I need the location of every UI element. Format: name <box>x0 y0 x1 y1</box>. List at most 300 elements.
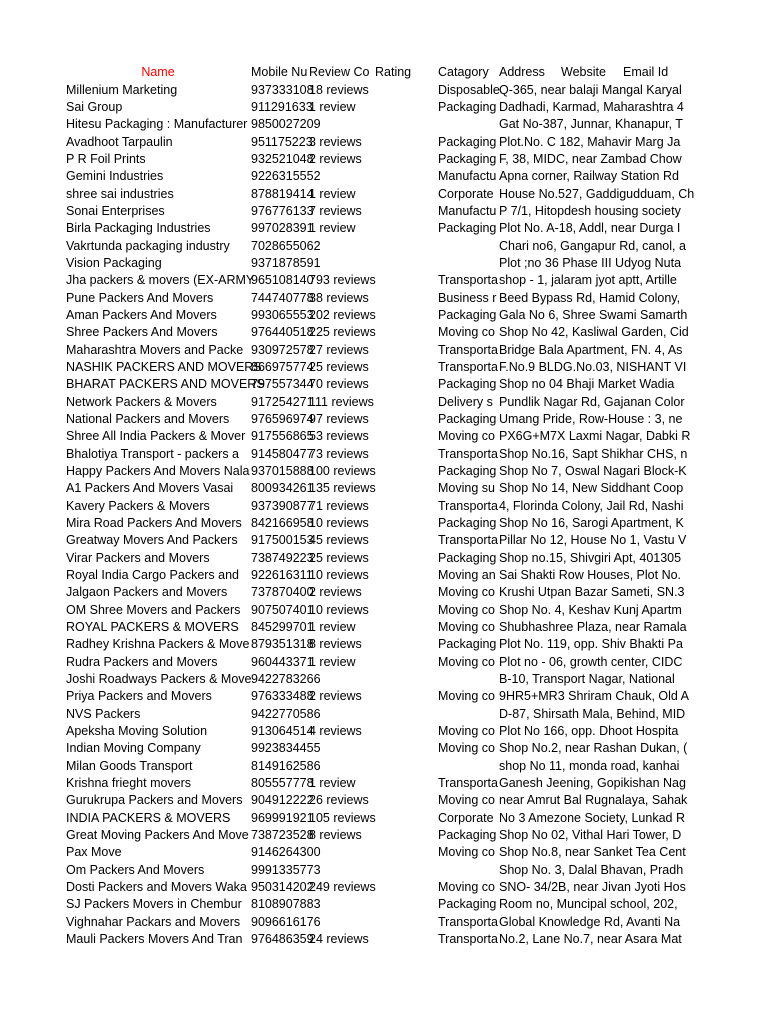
cell-name[interactable]: Shree All India Packers & Mover <box>66 429 246 444</box>
cell-address[interactable]: Shop No.16, Sapt Shikhar CHS, n <box>499 446 688 461</box>
cell-category[interactable]: Moving co <box>438 585 495 600</box>
cell-mobile[interactable]: 9146264300 <box>251 845 321 860</box>
cell-name[interactable]: Vakrtunda packaging industry <box>66 238 230 253</box>
cell-name[interactable]: Birla Packaging Industries <box>66 221 211 236</box>
cell-category[interactable]: Moving co <box>438 741 495 756</box>
cell-mobile[interactable]: 7028655062 <box>251 238 321 253</box>
cell-review[interactable]: 25 reviews <box>309 550 369 565</box>
cell-mobile[interactable]: 9096616176 <box>251 914 321 929</box>
cell-review[interactable] <box>309 116 375 133</box>
cell-mobile[interactable]: 9371878591 <box>251 255 321 270</box>
cell-address[interactable]: Ganesh Jeening, Gopikishan Nag <box>499 776 686 791</box>
cell-address[interactable]: B-10, Transport Nagar, National <box>499 672 675 687</box>
cell-name[interactable]: Sonai Enterprises <box>66 203 165 218</box>
cell-category[interactable]: Packaging <box>438 377 497 392</box>
cell-review[interactable]: 71 reviews <box>309 498 369 513</box>
cell-address[interactable]: Plot no - 06, growth center, CIDC <box>499 654 683 669</box>
cell-review[interactable]: 70 reviews <box>309 377 369 392</box>
cell-review[interactable]: 1 review <box>309 99 356 114</box>
cell-address[interactable]: Beed Bypass Rd, Hamid Colony, <box>499 290 681 305</box>
cell-name[interactable]: Pune Packers And Movers <box>66 290 214 305</box>
cell-name[interactable]: Great Moving Packers And Move <box>66 828 249 843</box>
cell-address[interactable]: Shop No 02, Vithal Hari Tower, D <box>499 828 682 843</box>
cell-category[interactable]: Delivery s <box>438 394 493 409</box>
table-row <box>0 394 686 411</box>
cell-review[interactable]: 27 reviews <box>309 342 369 357</box>
cell-name[interactable]: BHARAT PACKERS AND MOVERS <box>66 377 265 392</box>
cell-address[interactable]: Shop No. 3, Dalal Bhavan, Pradh <box>499 862 684 877</box>
table-row <box>0 428 691 445</box>
cell-name[interactable]: Dosti Packers and Movers Waka <box>66 880 247 895</box>
cell-mobile[interactable]: 965108140 <box>251 273 314 288</box>
cell-review[interactable] <box>309 758 375 775</box>
table-row <box>0 879 686 896</box>
cell-review[interactable]: 45 reviews <box>309 533 369 548</box>
cell-address[interactable]: Gat No-387, Junnar, Khanapur, T <box>499 117 683 132</box>
cell-category[interactable]: Packaging <box>438 828 497 843</box>
cell-category[interactable]: Packaging <box>438 637 497 652</box>
cell-category[interactable]: Moving co <box>438 793 495 808</box>
cell-address[interactable]: SNO- 34/2B, near Jivan Jyoti Hos <box>499 880 686 895</box>
cell-name[interactable]: INDIA PACKERS & MOVERS <box>66 810 231 825</box>
cell-category[interactable]: Packaging <box>438 516 497 530</box>
cell-name[interactable]: National Packers and Movers <box>66 411 230 426</box>
cell-review[interactable]: 225 reviews <box>309 325 376 340</box>
cell-review[interactable]: 100 reviews <box>309 463 376 478</box>
cell-category[interactable]: Packaging <box>438 307 497 322</box>
table-row <box>0 844 686 861</box>
table-row <box>0 636 686 653</box>
cell-mobile[interactable]: 9422770586 <box>251 706 321 721</box>
cell-category[interactable]: Manufactu <box>438 169 497 184</box>
cell-name[interactable]: A1 Packers And Movers Vasai <box>66 481 234 496</box>
cell-name[interactable]: Gemini Industries <box>66 169 164 184</box>
cell-review[interactable]: 2 reviews <box>309 585 362 600</box>
cell-category[interactable]: Packaging <box>438 99 497 114</box>
cell-category[interactable] <box>438 116 499 133</box>
cell-review[interactable]: 26 reviews <box>309 793 369 808</box>
cell-address[interactable]: Room no, Muncipal school, 202, <box>499 897 678 912</box>
cell-category[interactable]: Moving co <box>438 654 495 669</box>
cell-category[interactable]: Moving co <box>438 880 495 895</box>
cell-name[interactable]: Aman Packers And Movers <box>66 307 217 322</box>
table-row <box>0 411 686 428</box>
cell-name[interactable]: Vision Packaging <box>66 255 162 270</box>
cell-mobile[interactable]: 9991335773 <box>251 862 321 877</box>
cell-address[interactable]: Shop no.15, Shivgiri Apt, 401305 <box>499 550 682 565</box>
cell-category[interactable] <box>438 862 499 879</box>
cell-category[interactable]: Manufactu <box>438 203 497 218</box>
cell-name[interactable]: Kavery Packers & Movers <box>66 498 210 513</box>
cell-mobile[interactable]: 800934261 <box>251 481 314 496</box>
cell-mobile[interactable]: 878819414 <box>251 186 314 201</box>
cell-mobile[interactable]: 845299701 <box>251 620 314 635</box>
cell-category[interactable]: Transporta <box>438 776 498 791</box>
cell-review[interactable]: 25 reviews <box>309 359 369 374</box>
cell-category[interactable]: Transporta <box>438 914 498 929</box>
cell-address[interactable]: Shop No 42, Kasliwal Garden, Cid <box>499 325 689 340</box>
cell-mobile[interactable]: 960443371 <box>251 654 314 669</box>
cell-review[interactable]: 1 review <box>309 654 356 669</box>
table-row <box>0 515 686 532</box>
cell-review[interactable]: 111 reviews <box>309 394 374 409</box>
cell-address[interactable]: Shubhashree Plaza, near Ramala <box>499 620 687 635</box>
table-row <box>0 723 686 740</box>
cell-name[interactable]: NVS Packers <box>66 706 141 721</box>
cell-review[interactable]: 135 reviews <box>309 481 376 496</box>
table-row <box>0 463 686 480</box>
cell-mobile[interactable]: 904912222 <box>251 793 314 808</box>
cell-mobile[interactable]: 937390877 <box>251 498 314 513</box>
header-name[interactable]: Name <box>141 65 175 79</box>
cell-category[interactable]: Packaging <box>438 221 497 236</box>
cell-category[interactable]: Corporate <box>438 186 494 201</box>
cell-category[interactable]: Packaging <box>438 151 497 166</box>
cell-name[interactable]: Milan Goods Transport <box>66 758 193 773</box>
cell-mobile[interactable]: 879351318 <box>251 637 314 652</box>
cell-address[interactable]: Chari no6, Gangapur Rd, canol, a <box>499 238 686 253</box>
cell-review[interactable] <box>309 706 375 723</box>
cell-address[interactable]: P 7/1, Hitopdesh housing society <box>499 203 681 218</box>
cell-category[interactable]: Transporta <box>438 446 498 461</box>
table-row <box>0 671 686 688</box>
cell-mobile[interactable]: 842166958 <box>251 516 314 530</box>
cell-address[interactable]: Apna corner, Railway Station Rd <box>499 169 679 184</box>
table-row <box>0 584 686 601</box>
table-row <box>0 446 686 463</box>
cell-category[interactable] <box>438 238 499 255</box>
cell-name[interactable]: Joshi Roadways Packers & Move <box>66 672 252 687</box>
cell-review[interactable]: 105 reviews <box>309 810 376 825</box>
cell-mobile[interactable]: 937015888 <box>251 463 314 478</box>
table-row <box>0 862 686 879</box>
cell-mobile[interactable]: 917556865 <box>251 429 314 444</box>
cell-mobile[interactable]: 976596974 <box>251 411 314 426</box>
cell-name[interactable]: Hitesu Packaging : Manufacturer <box>66 117 248 132</box>
cell-name[interactable]: Vighnahar Packars and Movers <box>66 914 241 929</box>
cell-address[interactable]: Pillar No 12, House No 1, Vastu V <box>499 533 687 548</box>
cell-category[interactable]: Moving co <box>438 429 495 444</box>
cell-mobile[interactable]: 976486359 <box>251 932 314 947</box>
cell-mobile[interactable]: 917254271 <box>251 394 314 409</box>
cell-review[interactable]: 18 reviews <box>309 82 369 97</box>
cell-name[interactable]: Mauli Packers Movers And Tran <box>66 932 243 947</box>
cell-address[interactable]: Q-365, near balaji Mangal Karyal <box>499 82 682 97</box>
cell-name[interactable]: Jalgaon Packers and Movers <box>66 585 228 600</box>
cell-mobile[interactable]: 969991921 <box>251 810 314 825</box>
cell-review[interactable]: 1 review <box>309 186 356 201</box>
cell-address[interactable]: Pundlik Nagar Rd, Gajanan Color <box>499 394 685 409</box>
cell-address[interactable]: D-87, Shirsath Mala, Behind, MID <box>499 706 686 721</box>
cell-category[interactable]: Transporta <box>438 342 498 357</box>
cell-category[interactable]: Transporta <box>438 533 498 548</box>
cell-address[interactable]: Bridge Bala Apartment, FN. 4, As <box>499 342 683 357</box>
cell-category[interactable]: Transporta <box>438 498 498 513</box>
cell-name[interactable]: Priya Packers and Movers <box>66 689 212 704</box>
cell-address[interactable]: near Amrut Bal Rugnalaya, Sahak <box>499 793 688 808</box>
cell-category[interactable]: Transporta <box>438 359 498 374</box>
cell-review[interactable]: 202 reviews <box>309 307 376 322</box>
cell-category[interactable]: Transporta <box>438 932 498 947</box>
cell-category[interactable]: Packaging <box>438 463 497 478</box>
cell-name[interactable]: ROYAL PACKERS & MOVERS <box>66 620 239 635</box>
cell-address[interactable]: 9HR5+MR3 Shriram Chauk, Old A <box>499 689 690 704</box>
cell-category[interactable]: Moving co <box>438 845 495 860</box>
cell-mobile[interactable]: 911291633 <box>251 99 313 114</box>
cell-category[interactable]: Moving su <box>438 481 495 496</box>
table-row <box>0 324 689 341</box>
cell-mobile[interactable]: 797557344 <box>251 377 314 392</box>
cell-mobile[interactable]: 932521048 <box>251 151 314 166</box>
cell-category[interactable]: Packaging <box>438 134 497 149</box>
cell-name[interactable]: Jha packers & movers (EX-ARMY <box>66 273 255 288</box>
table-row <box>0 827 686 844</box>
cell-review[interactable] <box>309 740 375 757</box>
cell-name[interactable]: Om Packers And Movers <box>66 862 205 877</box>
cell-review[interactable]: 249 reviews <box>309 880 376 895</box>
cell-name[interactable]: Indian Moving Company <box>66 741 201 756</box>
cell-name[interactable]: SJ Packers Movers in Chembur <box>66 897 242 912</box>
cell-mobile[interactable]: 922616311 <box>251 568 313 583</box>
cell-address[interactable]: Sai Shakti Row Houses, Plot No. <box>499 568 682 583</box>
cell-category[interactable]: Business r <box>438 290 497 305</box>
cell-review[interactable]: 793 reviews <box>309 273 376 288</box>
cell-mobile[interactable]: 976776133 <box>251 203 314 218</box>
cell-name[interactable]: Greatway Movers And Packers <box>66 533 238 548</box>
cell-review[interactable]: 24 reviews <box>309 932 369 947</box>
cell-name[interactable]: Apeksha Moving Solution <box>66 724 208 739</box>
cell-review[interactable] <box>309 896 375 913</box>
cell-mobile[interactable]: 737870400 <box>251 585 314 600</box>
cell-name[interactable]: Happy Packers And Movers Nala <box>66 463 250 478</box>
cell-category[interactable]: Moving co <box>438 620 495 635</box>
cell-address[interactable]: No 3 Amezone Society, Lunkad R <box>499 810 685 825</box>
header-row <box>0 64 686 81</box>
cell-category[interactable]: Moving co <box>438 724 495 739</box>
cell-address[interactable]: Plot No. A-18, Addl, near Durga I <box>499 221 681 236</box>
cell-review[interactable]: 2 reviews <box>309 151 362 166</box>
cell-review[interactable]: 8 reviews <box>309 828 362 843</box>
cell-address[interactable]: Shop no 04 Bhaji Market Wadia <box>499 377 675 392</box>
cell-review[interactable] <box>309 168 375 185</box>
table-row <box>0 342 686 359</box>
cell-address[interactable]: Umang Pride, Row-House : 3, ne <box>499 411 683 426</box>
cell-review[interactable]: 97 reviews <box>309 411 369 426</box>
cell-address[interactable]: F.No.9 BLDG.No.03, NISHANT VI <box>499 359 687 374</box>
cell-address[interactable]: Plot No 166, opp. Dhoot Hospita <box>499 724 679 739</box>
cell-address[interactable]: Plot No. 119, opp. Shiv Bhakti Pa <box>499 637 683 652</box>
cell-review[interactable]: 2 reviews <box>309 689 362 704</box>
cell-name[interactable]: OM Shree Movers and Packers <box>66 602 241 617</box>
table-row <box>0 758 686 775</box>
table-row <box>0 740 686 757</box>
cell-name[interactable]: Radhey Krishna Packers & Move <box>66 637 250 652</box>
cell-category[interactable]: Corporate <box>438 810 494 825</box>
cell-address[interactable]: Shop No 7, Oswal Nagari Block-K <box>499 463 687 478</box>
header-category[interactable]: Catagory <box>438 65 489 79</box>
cell-review[interactable]: 7 reviews <box>309 203 362 218</box>
cell-address[interactable]: Gala No 6, Shree Swami Samarth <box>499 307 688 322</box>
header-website[interactable]: Website <box>561 65 606 79</box>
cell-mobile[interactable]: 738723528 <box>251 828 314 843</box>
table-row <box>0 619 686 636</box>
cell-mobile[interactable]: 937333108 <box>251 82 314 97</box>
cell-review[interactable] <box>309 844 375 861</box>
header-rating[interactable]: Rating <box>375 65 412 79</box>
cell-mobile[interactable]: 907507401 <box>251 602 314 617</box>
cell-mobile[interactable]: 805557778 <box>251 776 314 791</box>
table-row <box>0 99 686 116</box>
header-review[interactable]: Review Co <box>309 65 370 79</box>
cell-category[interactable] <box>438 671 499 688</box>
cell-name[interactable]: Pax Move <box>66 845 122 860</box>
cell-address[interactable]: Shop No 16, Sarogi Apartment, K <box>499 516 684 530</box>
table-row <box>0 290 686 307</box>
cell-review[interactable]: 1 review <box>309 221 356 236</box>
cell-address[interactable]: Dadhadi, Karmad, Maharashtra 4 <box>499 99 684 114</box>
table-row <box>0 914 686 931</box>
cell-mobile[interactable]: 951175223 <box>251 134 313 149</box>
table-row <box>0 359 686 376</box>
cell-review[interactable]: 38 reviews <box>309 290 369 305</box>
cell-category[interactable]: Packaging <box>438 550 497 565</box>
table-row <box>0 810 686 827</box>
cell-category[interactable]: Moving co <box>438 325 495 340</box>
cell-address[interactable]: Plot ;no 36 Phase III Udyog Nuta <box>499 255 682 270</box>
header-mobile[interactable]: Mobile Nu <box>251 65 308 79</box>
cell-address[interactable]: Shop No.2, near Rashan Dukan, ( <box>499 741 688 756</box>
cell-name[interactable]: P R Foil Prints <box>66 151 146 166</box>
cell-mobile[interactable]: 976440518 <box>251 325 314 340</box>
cell-category[interactable] <box>438 706 499 723</box>
cell-mobile[interactable]: 997028391 <box>251 221 314 236</box>
cell-name[interactable]: Rudra Packers and Movers <box>66 654 218 669</box>
cell-review[interactable] <box>309 255 375 272</box>
cell-review[interactable]: 3 reviews <box>309 134 362 149</box>
table-row <box>0 480 686 497</box>
cell-review[interactable] <box>309 862 375 879</box>
cell-name[interactable]: Mira Road Packers And Movers <box>66 516 242 530</box>
cell-mobile[interactable]: 9226315552 <box>251 169 321 184</box>
cell-name[interactable]: Sai Group <box>66 99 123 114</box>
cell-address[interactable]: F, 38, MIDC, near Zambad Chow <box>499 151 682 166</box>
cell-mobile[interactable]: 744740778 <box>251 290 314 305</box>
table-row <box>0 532 686 549</box>
cell-address[interactable]: PX6G+M7X Laxmi Nagar, Dabki R <box>499 429 691 444</box>
cell-address[interactable]: shop No 11, monda road, kanhai <box>499 758 680 773</box>
cell-address[interactable]: Krushi Utpan Bazar Sameti, SN.3 <box>499 585 685 600</box>
table-row <box>0 376 686 393</box>
cell-review[interactable] <box>309 914 375 931</box>
table-row <box>0 654 686 671</box>
table-row <box>0 896 686 913</box>
table-row <box>0 168 686 185</box>
cell-mobile[interactable]: 8108907883 <box>251 897 321 912</box>
cell-address[interactable]: No.2, Lane No.7, near Asara Mat <box>499 932 682 947</box>
cell-name[interactable]: Network Packers & Movers <box>66 394 217 409</box>
cell-name[interactable]: Virar Packers and Movers <box>66 550 210 565</box>
cell-review[interactable] <box>309 671 375 688</box>
cell-category[interactable] <box>438 758 499 775</box>
cell-mobile[interactable]: 8149162586 <box>251 758 321 773</box>
cell-review[interactable] <box>309 238 375 255</box>
table-row <box>0 567 686 584</box>
cell-mobile[interactable]: 993065553 <box>251 307 314 322</box>
table-row <box>0 134 686 151</box>
cell-name[interactable]: NASHIK PACKERS AND MOVERS <box>66 359 262 374</box>
cell-mobile[interactable]: 914580477 <box>251 446 314 461</box>
cell-mobile[interactable]: 913064514 <box>251 724 314 739</box>
table-row <box>0 151 686 168</box>
cell-review[interactable]: 1 review <box>309 776 356 791</box>
cell-name[interactable]: shree sai industries <box>66 186 174 201</box>
cell-category[interactable]: Transporta <box>438 273 498 288</box>
cell-name[interactable]: Bhalotiya Transport - packers a <box>66 446 239 461</box>
cell-address[interactable]: Shop No. 4, Keshav Kunj Apartm <box>499 602 682 617</box>
cell-review[interactable]: 4 reviews <box>309 724 362 739</box>
cell-name[interactable]: Avadhoot Tarpaulin <box>66 134 173 149</box>
cell-mobile[interactable]: 9850027209 <box>251 117 321 132</box>
cell-category[interactable]: Disposable <box>438 82 500 97</box>
cell-address[interactable]: Shop No.8, near Sanket Tea Cent <box>499 845 686 860</box>
cell-name[interactable]: Millenium Marketing <box>66 82 178 97</box>
cell-category[interactable]: Packaging <box>438 411 497 426</box>
cell-review[interactable]: 73 reviews <box>309 446 369 461</box>
cell-review[interactable]: 8 reviews <box>309 637 362 652</box>
cell-name[interactable]: Krishna frieght movers <box>66 776 192 791</box>
table-row <box>0 116 686 133</box>
table-row <box>0 706 686 723</box>
cell-category[interactable] <box>438 255 499 272</box>
cell-name[interactable]: Maharashtra Movers and Packe <box>66 342 244 357</box>
cell-name[interactable]: Gurukrupa Packers and Movers <box>66 793 243 808</box>
table-row <box>0 498 686 515</box>
table-row <box>0 931 686 948</box>
cell-address[interactable]: Shop No 14, New Siddhant Coop <box>499 481 684 496</box>
cell-category[interactable]: Moving co <box>438 602 495 617</box>
cell-name[interactable]: Shree Packers And Movers <box>66 325 218 340</box>
cell-address[interactable]: Plot.No. C 182, Mahavir Marg Ja <box>499 134 681 149</box>
cell-name[interactable]: Royal India Cargo Packers and <box>66 568 240 583</box>
cell-category[interactable]: Moving co <box>438 689 495 704</box>
cell-review[interactable]: 10 reviews <box>309 516 369 530</box>
cell-review[interactable]: 10 reviews <box>309 602 369 617</box>
cell-address[interactable]: 4, Florinda Colony, Jail Rd, Nashi <box>499 498 684 513</box>
cell-mobile[interactable]: 9923834455 <box>251 741 321 756</box>
cell-category[interactable]: Moving an <box>438 568 496 583</box>
cell-review[interactable]: 10 reviews <box>309 568 369 583</box>
table-row <box>0 255 686 272</box>
cell-address[interactable]: shop - 1, jalaram jyot aptt, Artille <box>499 273 677 288</box>
cell-mobile[interactable]: 917500153 <box>251 533 314 548</box>
header-address[interactable]: Address <box>499 65 545 79</box>
cell-mobile[interactable]: 9422783266 <box>251 672 321 687</box>
cell-address[interactable]: House No.527, Gaddigudduam, Ch <box>499 186 695 201</box>
cell-mobile[interactable]: 976333488 <box>251 689 314 704</box>
cell-review[interactable]: 53 reviews <box>309 429 369 444</box>
table-row <box>0 272 686 289</box>
cell-address[interactable]: Global Knowledge Rd, Avanti Na <box>499 914 681 929</box>
cell-category[interactable]: Packaging <box>438 897 497 912</box>
table-row <box>0 82 686 99</box>
cell-mobile[interactable]: 738749223 <box>251 550 314 565</box>
header-email[interactable]: Email Id <box>623 65 669 79</box>
cell-review[interactable]: 1 review <box>309 620 356 635</box>
cell-mobile[interactable]: 866975774 <box>251 359 314 374</box>
cell-mobile[interactable]: 930972578 <box>251 342 314 357</box>
cell-mobile[interactable]: 950314202 <box>251 880 314 895</box>
table-row <box>0 792 686 809</box>
